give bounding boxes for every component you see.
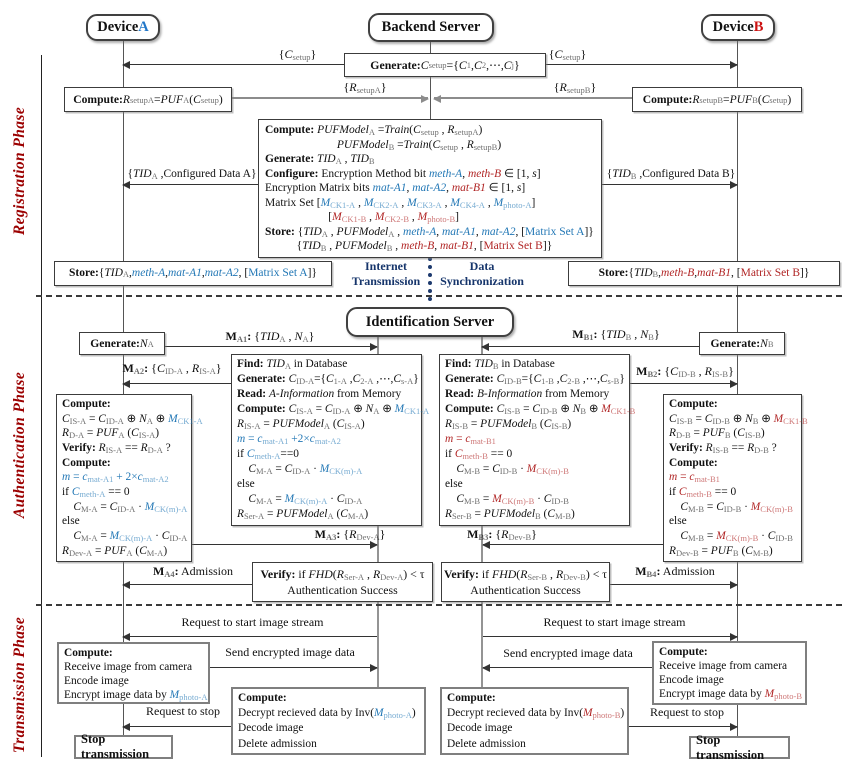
verify-a-box: Verify: if $FHD(R_{Ser-A}$ , $R_{Dev-A}) < \tau$ Authentication Success xyxy=(252,562,433,602)
internet-transmission-label: Internet Transmission xyxy=(351,259,421,288)
transmission-phase-label: Transmission Phase xyxy=(11,616,28,754)
request-start-a-arrow xyxy=(123,636,377,637)
request-stop-a-label: Request to stop xyxy=(146,704,220,718)
generate-csetup-box: Generate: C setup ={ C 1 , C 2 ,⋯, C j } xyxy=(344,53,546,77)
store-b-box: Store: { TID B , meth-B , mat-B1 , [ Matrix Set B ]} xyxy=(568,261,840,286)
tid-config-a-label: {$TID_A$ ,Configured Data A} xyxy=(127,168,257,181)
tid-config-b-arrow xyxy=(600,184,737,185)
msg-a3-label: $M_{A3}$: $\{R_{Dev-A}\}$ xyxy=(314,527,386,542)
device-a-compute-box: Compute: $C_{IS-A} = C_{ID-A}$ ⊕ $N_A$ ⊕ $M_{CK1-A}$ $R_{D-A} = PUF_A$ $(C_{IS-A})$ Verify: $R_{IS-A} == R_{D-A}$ ? Compute: $m = c_{mat-A1} + 2\times c_{mat-A2}$ if $C_{meth-A} == 0$ $C_{M-A} = C_{ID-A} \cdot M_{CK(m)-A}$ else $C_{M-A} = M_{CK(m)-A} \cdot C_{ID-A}$ $R_{Dev-A} = PUF_A$ $(C_{M-A})$ xyxy=(56,394,192,562)
send-data-b-label: Send encrypted image data xyxy=(503,646,633,660)
device-b-transmit-box: Compute: Receive image from camera Encode image Encrypt image data by $M_{photo-B}$ xyxy=(652,641,807,705)
msg-a4-arrow xyxy=(123,584,252,585)
msg-b1-label: $M_{B1}$: {$TID_B$ , $N_B$} xyxy=(572,327,660,342)
msg-b1-arrow xyxy=(482,346,702,347)
request-stop-b-arrow xyxy=(628,726,737,727)
arrowhead-left xyxy=(122,181,130,189)
msg-b2-arrow xyxy=(629,383,737,384)
arrowhead-left xyxy=(122,61,130,69)
server-find-b-box: Find: $TID_B$ in Database Generate: $C_{ID-B}=\{C_{1-B}$ $,C_{2-B}$ $,\cdots,C_{s-B}$} Read: B-Information from Memory Compute: $C_{IS-B} = C_{ID-B}$ ⊕ $N_B$ ⊕ $M_{CK1-B}$ $R_{IS-B}$ = PUFModel$_B$ $(C_{IS-B})$ $m = c_{mat-B1}$ if $C_{meth-B} == 0$ $C_{M-B} = C_{ID-B} \cdot M_{CK(m)-B}$ else $C_{M-B} = M_{CK(m)-B} \cdot C_{ID-B}$ $R_{Ser-B}$ = PUFModel$_B$ $(C_{M-B})$ xyxy=(439,354,630,526)
server-decrypt-a-box: Compute: Decrypt recieved data by $Inv(M_{photo-A})$ Decode image Delete admission xyxy=(231,687,426,755)
tid-config-b-label: {$TID_B$ ,Configured Data B} xyxy=(606,168,736,181)
store-a-box: Store: { TID A , meth-A , mat-A1 , mat-A2 , [ Matrix Set A ]} xyxy=(54,261,332,286)
identification-server-header: Identification Server xyxy=(346,307,514,337)
arrowhead-right xyxy=(730,633,738,641)
auth-transmission-separator xyxy=(36,604,842,606)
arrowhead-left xyxy=(481,343,489,351)
msg-a2-label: $M_{A2}$: {$C_{ID-A}$ , $R_{IS-A}$} xyxy=(122,361,222,376)
request-stop-b-label: Request to stop xyxy=(650,705,724,719)
arrowhead-right xyxy=(370,664,378,672)
arrowhead-left xyxy=(433,95,441,103)
registration-phase-label: Registration Phase xyxy=(11,106,28,236)
msg-a2-arrow xyxy=(123,383,231,384)
backend-server-header: Backend Server xyxy=(368,13,494,42)
verify-b-box: Verify: if $FHD(R_{Ser-B}$ , $R_{Dev-B}) < \tau$ Authentication Success xyxy=(441,562,610,602)
request-start-b-label: Request to start image stream xyxy=(543,615,686,629)
device-a-transmit-box: Compute: Receive image from camera Encode image Encrypt image data by $M_{photo-A}$ xyxy=(57,642,210,704)
rsetup-a-arrow xyxy=(232,97,428,99)
send-data-a-label: Send encrypted image data xyxy=(225,645,355,659)
arrowhead-left xyxy=(122,633,130,641)
data-synchronization-label: Data Synchronization xyxy=(440,259,524,288)
msg-a4-label: $M_{A4}$: Admission xyxy=(152,564,234,579)
arrowhead-left xyxy=(482,664,490,672)
msg-a1-label: $M_{A1}$: {$TID_A$ , $N_A$} xyxy=(225,329,315,344)
msg-a1-arrow xyxy=(163,346,377,347)
msg-b4-label: $M_{B4}$: Admission xyxy=(635,564,715,579)
request-start-a-label: Request to start image stream xyxy=(181,615,324,629)
csetup-label-b: $\{C_{setup}\}$ xyxy=(548,47,587,62)
stop-transmission-b-box: Stop transmission xyxy=(689,736,790,759)
msg-b4-arrow xyxy=(609,584,737,585)
rsetup-a-label: $\{R_{setupA}\}$ xyxy=(343,80,387,95)
send-data-b-arrow xyxy=(483,667,653,668)
send-data-a-arrow xyxy=(209,667,377,668)
server-decrypt-b-box: Compute: Decrypt recieved data by $Inv(M_{photo-B})$ Decode image Delete admission xyxy=(440,687,629,755)
arrowhead-right xyxy=(370,343,378,351)
phase-column-divider xyxy=(41,55,42,757)
server-registration-box: Compute: PUFModel$_A$ $=Train(C_{setup}$ , $R_{setupA}$) PUFModel$_B$ $=Train(C_{setup}$ , $R_{setupB}$) Generate: $TID_A$ , $TID_B$ Configure: Encryption Method bit meth-A, meth-B ∈ [1, s] Encryption Matrix bits mat-A1, mat-A2, mat-B1 ∈ [1, s] Matrix Set [$M_{CK1-A}$ , $M_{CK2-A}$ , $M_{CK3-A}$ , $M_{CK4-A}$ , $M_{photo-A}$] [$M_{CK1-B}$ , $M_{CK2-B}$ , $M_{photo-B}$] Store: {$TID_A$ , PUFModel$_A$ , meth-A, mat-A1, mat-A2, [Matrix Set A]} {$TID_B$ , PUFModel$_B$ , meth-B, mat-B1, [Matrix Set B]} xyxy=(258,119,602,258)
compute-rsetup-b-box: Compute: R setupB = PUF B ( C setup ) xyxy=(632,87,802,112)
compute-rsetup-a-box: Compute: R setupA = PUF A ( C setup ) xyxy=(64,87,232,112)
generate-nb-box: Generate: N B xyxy=(699,332,785,355)
arrowhead-left xyxy=(122,581,130,589)
msg-b2-label: $M_{B2}$: {$C_{ID-B}$ , $R_{IS-B}$} xyxy=(636,364,734,379)
arrowhead-right xyxy=(421,95,429,103)
request-stop-a-arrow xyxy=(123,726,231,727)
arrowhead-left xyxy=(122,723,130,731)
stop-transmission-a-box: Stop transmission xyxy=(74,735,173,759)
device-b-header: Device B xyxy=(701,14,775,41)
arrowhead-left xyxy=(122,380,130,388)
arrowhead-right xyxy=(730,61,738,69)
rsetup-b-label: $\{R_{setupB}\}$ xyxy=(553,80,597,95)
authentication-phase-label: Authentication Phase xyxy=(11,371,28,519)
tid-config-a-arrow xyxy=(123,184,258,185)
device-a-header: Device A xyxy=(86,14,160,41)
arrowhead-left xyxy=(482,541,490,549)
arrowhead-right xyxy=(730,723,738,731)
generate-na-box: Generate: N A xyxy=(79,332,165,355)
csetup-label-a: $\{C_{setup}\}$ xyxy=(278,47,317,62)
request-start-b-arrow xyxy=(483,636,737,637)
msg-b3-label: $M_{B3}$: $\{R_{Dev-B}\}$ xyxy=(467,527,537,542)
arrowhead-right xyxy=(730,380,738,388)
rsetup-b-arrow xyxy=(434,97,633,99)
arrowhead-right xyxy=(370,541,378,549)
registration-auth-separator xyxy=(36,295,842,297)
arrowhead-right xyxy=(730,181,738,189)
server-find-a-box: Find: $TID_A$ in Database Generate: $C_{ID-A}=\{C_{1-A}$ $,C_{2-A}$ $,\cdots,C_{s-A}$} Read: A-Information from Memory Compute: $C_{IS-A} = C_{ID-A}$ ⊕ $N_A$ ⊕ $M_{CK1-A}$ $R_{IS-A}$ = PUFModel$_A$ $(C_{IS-A})$ $m = c_{mat-A1} +2\times c_{mat-A2}$ if $C_{meth-A}==0$ $C_{M-A} = C_{ID-A} \cdot M_{CK(m)-A}$ else $C_{M-A} = M_{CK(m)-A} \cdot C_{ID-A}$ $R_{Ser-A}$ = PUFModel$_A$ $(C_{M-A})$ xyxy=(231,354,422,526)
arrowhead-right xyxy=(730,581,738,589)
device-b-compute-box: Compute: $C_{IS-B} = C_{ID-B}$ ⊕ $N_B$ ⊕ $M_{CK1-B}$ $R_{D-B} = PUF_B$ $(C_{IS-B})$ Verify: $R_{IS-B} == R_{D-B}$ ? Compute: $m = c_{mat-B1}$ if $C_{meth-B} == 0$ $C_{M-B} = C_{ID-B} \cdot M_{CK(m)-B}$ else $C_{M-B} = M_{CK(m)-B} \cdot C_{ID-B}$ $R_{Dev-B} = PUF_B$ $(C_{M-B})$ xyxy=(663,394,802,562)
